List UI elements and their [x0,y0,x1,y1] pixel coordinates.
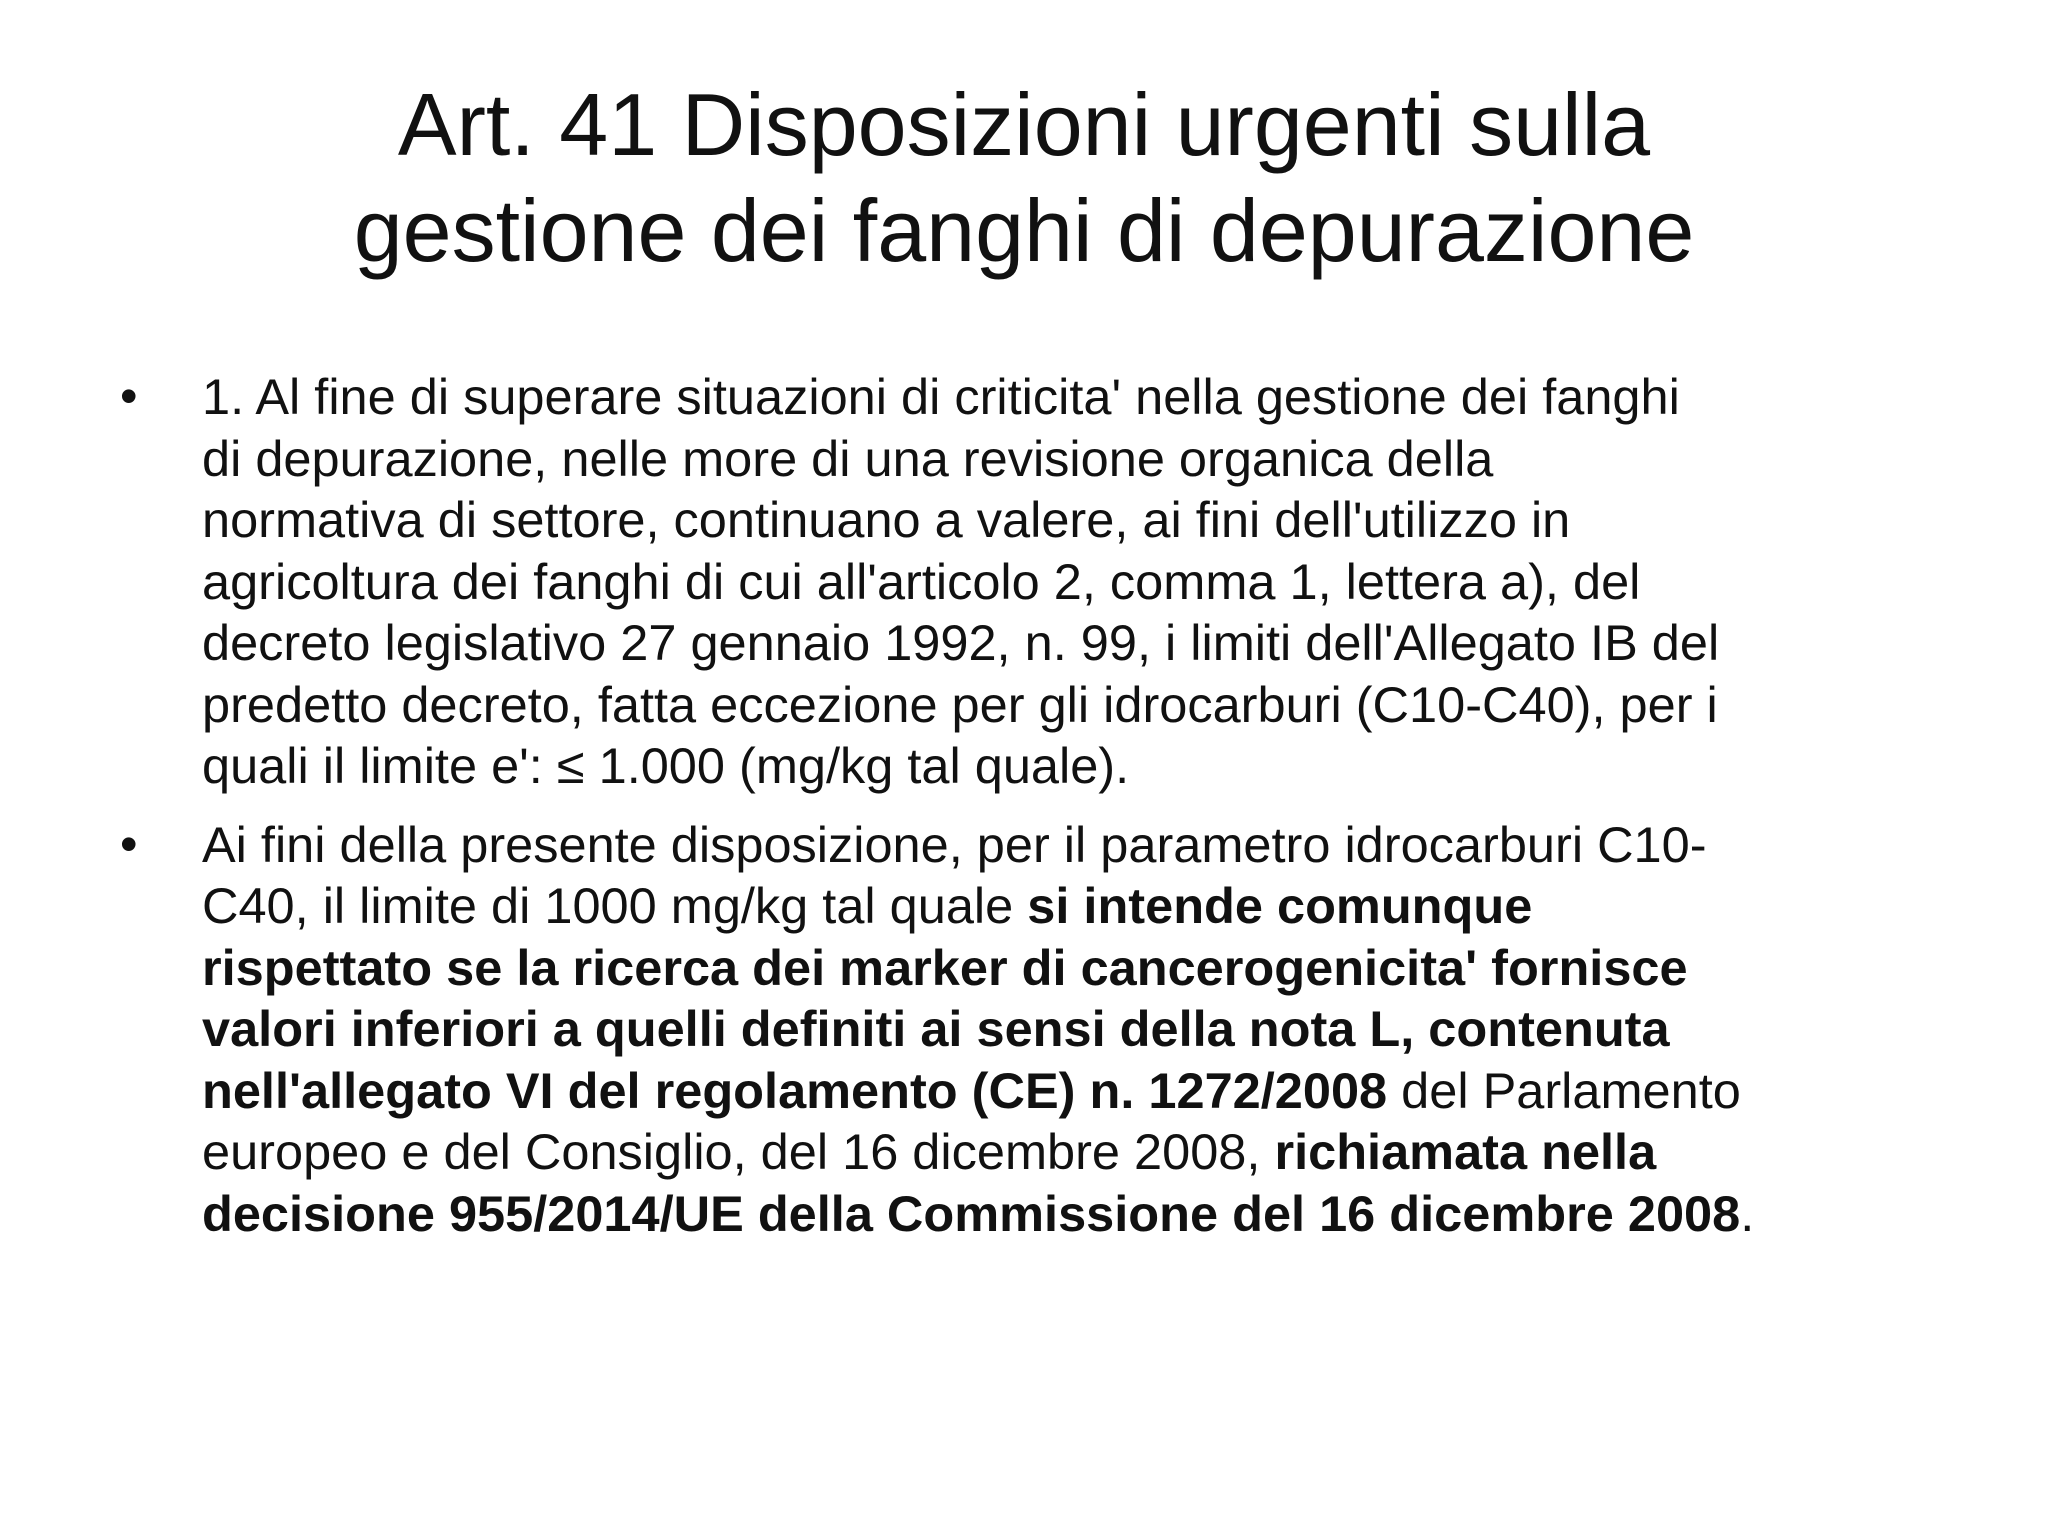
bullet-1-line-4: agricoltura dei fanghi di cui all'articolo 2, comma 1, lettera a), del [202,552,1641,610]
bullet-list [120,366,1980,1261]
bullet-dot-icon: • [120,815,138,872]
title-line-1: Art. 41 Disposizioni urgenti sulla [397,75,1651,174]
bullet-2-line-6 [202,1121,1980,1183]
bullet-2-line-2 [202,875,1980,937]
bullet-item-2 [120,814,1980,1245]
bullet-2-bold-text: rispettato se la ricerca dei marker di cancerogenicita' fornisce [202,938,1688,996]
slide-title [140,72,1908,284]
bullet-dot-icon: • [120,368,138,424]
bullet-2-line-7 [202,1183,1980,1245]
bullet-2-bold-text: valori inferiori a quelli definiti ai sensi della nota L, contenuta [202,1000,1670,1057]
bullet-2-text: Ai fini della presente disposizione, per il parametro idrocarburi C10- [202,815,1707,873]
bullet-2-text: . [1740,1184,1755,1242]
bullet-2-bold-text: nell'allegato VI del regolamento (CE) n. 1272/2008 [202,1061,1388,1119]
bullet-2-line-5 [202,1060,1980,1122]
bullet-1-line-5: decreto legislativo 27 gennaio 1992, n. 99, i limiti dell'Allegato IB del [202,614,1720,671]
bullet-1-line-2: di depurazione, nelle more di una revisione organica della [202,429,1494,487]
bullet-2-text: C40, il limite di 1000 mg/kg tal quale [202,877,1028,934]
bullet-1-line-6: predetto decreto, fatta eccezione per gli idrocarburi (C10-C40), per i [202,675,1718,733]
bullet-2-text: del Parlamento [1387,1061,1741,1119]
bullet-2-line-1 [202,814,1980,876]
bullet-1-line-7: quali il limite e': ≤ 1.000 (mg/kg tal quale). [202,737,1130,794]
bullet-2-line-3 [202,937,1980,999]
bullet-item-1 [120,366,1980,797]
bullet-1-line-1: 1. Al fine di superare situazioni di criticita' nella gestione dei fanghi [202,368,1680,425]
bullet-2-line-4 [202,998,1980,1060]
bullet-2-bold-text: si intende comunque [1027,877,1533,934]
title-line-2: gestione dei fanghi di depurazione [353,181,1695,280]
bullet-2-bold-text: decisione 955/2014/UE della Commissione del 16 dicembre 2008 [202,1184,1741,1242]
bullet-2-bold-text: richiamata nella [1274,1123,1657,1180]
bullet-1-line-3: normativa di settore, continuano a valere, ai fini dell'utilizzo in [202,491,1571,548]
bullet-2-text: europeo e del Consiglio, del 16 dicembre 2008, [202,1123,1275,1180]
